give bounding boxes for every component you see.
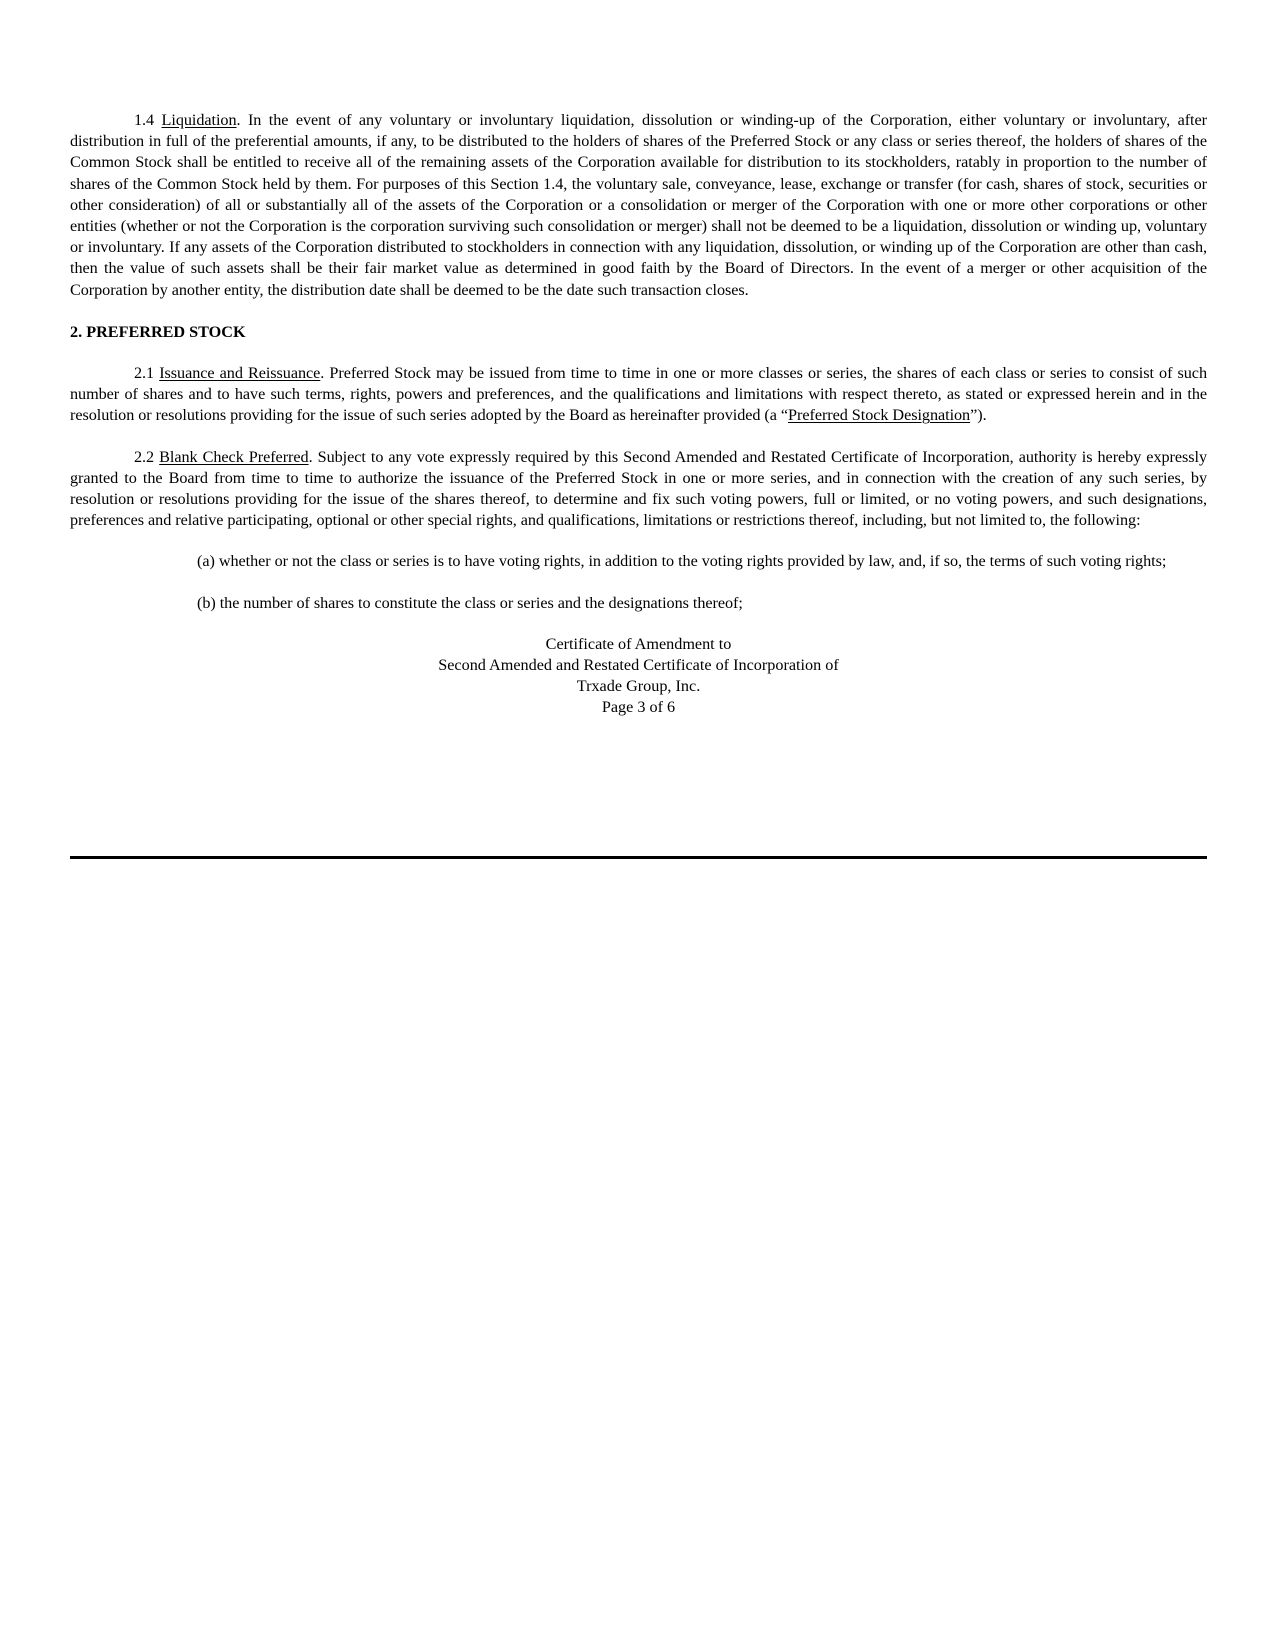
- footer-page-number: Page 3 of 6: [601, 698, 676, 717]
- section-2-1-paragraph: [70, 363, 1207, 427]
- section-1-4-number: 1.4: [134, 111, 155, 129]
- document-page: [70, 110, 1207, 719]
- section-1-4-body: . In the event of any voluntary or involuntary liquidation, dissolution or winding-up of the Corporation, either voluntary or involuntary, after distribution in full of the preferential amounts, if any, to be distributed to the holders of shares of the Preferred Stock or any class or series thereof, the holders of shares of the Common Stock shall be entitled to receive all of the remaining assets of the Corporation available for distribution to its stockholders, ratably in proportion to the number of shares of the Common Stock held by them. For purposes of this Section 1.4, the voluntary sale, conveyance, lease, exchange or transfer (for cash, shares of stock, securities or other consideration) of all or substantially all of the assets of the Corporation or a consolidation or merger of the Corporation with one or more other corporations or other entities (whether or not the Corporation is the corporation surviving such consolidation or merger) shall not be deemed to be a liquidation, dissolution or winding up, voluntary or involuntary. If any assets of the Corporation distributed to stockholders in connection with any liquidation, dissolution, or winding up of the Corporation are other than cash, then the value of such assets shall be their fair market value as determined in good faith by the Board of Directors. In the event of a merger or other acquisition of the Corporation by another entity, the distribution date shall be deemed to be the date such transaction closes.: [70, 111, 1207, 299]
- page-footer: [70, 634, 1207, 719]
- page-divider-rule: [70, 856, 1207, 859]
- section-2-1-body: . Preferred Stock may be issued from time to time in one or more classes or series, the shares of each class or series to consist of such number of shares and to have such terms, rights, powers and preferences, and the qualifications and limitations with respect thereto, as stated or expressed herein and in the resolution or resolutions providing for the issue of such series adopted by the Board as hereinafter provided (a “: [70, 364, 1207, 425]
- footer-line-2: Second Amended and Restated Certificate of Incorporation of: [438, 656, 839, 675]
- section-2-2-title: Blank Check Preferred: [159, 447, 309, 466]
- section-2-2-item-a: (a) whether or not the class or series is to have voting rights, in addition to the voting rights provided by law, and, if so, the terms of such voting rights;: [197, 552, 1167, 571]
- section-2-heading: 2. PREFERRED STOCK: [70, 322, 246, 341]
- section-2-1-number: 2.1: [134, 364, 155, 383]
- section-2-1-body-end: ”).: [970, 406, 987, 425]
- footer-line-1: Certificate of Amendment to: [545, 634, 732, 653]
- section-2-2-body: . Subject to any vote expressly required by this Second Amended and Restated Certificate of Incorporation, authority is hereby expressly granted to the Board from time to time to authorize the issuance of the Preferred Stock in one or more series, and in connection with the creation of any such series, by resolution or resolutions providing for the issue of the shares thereof, to determine and fix such voting powers, full or limited, or no voting powers, and such designations, preferences and relative participating, optional or other special rights, and qualifications, limitations or restrictions thereof, including, but not limited to, the following:: [70, 447, 1207, 530]
- footer-line-3: Trxade Group, Inc.: [576, 677, 701, 696]
- section-2-1-defined-term: Preferred Stock Designation: [788, 406, 971, 425]
- section-2-2-number: 2.2: [134, 447, 155, 466]
- section-2-1-title: Issuance and Reissuance: [159, 364, 321, 383]
- section-1-4-paragraph: [70, 110, 1207, 301]
- section-1-4-title: Liquidation: [161, 111, 237, 129]
- section-2-2-item-b: (b) the number of shares to constitute the class or series and the designations thereof;: [197, 593, 743, 612]
- section-2-2-paragraph: [70, 447, 1207, 532]
